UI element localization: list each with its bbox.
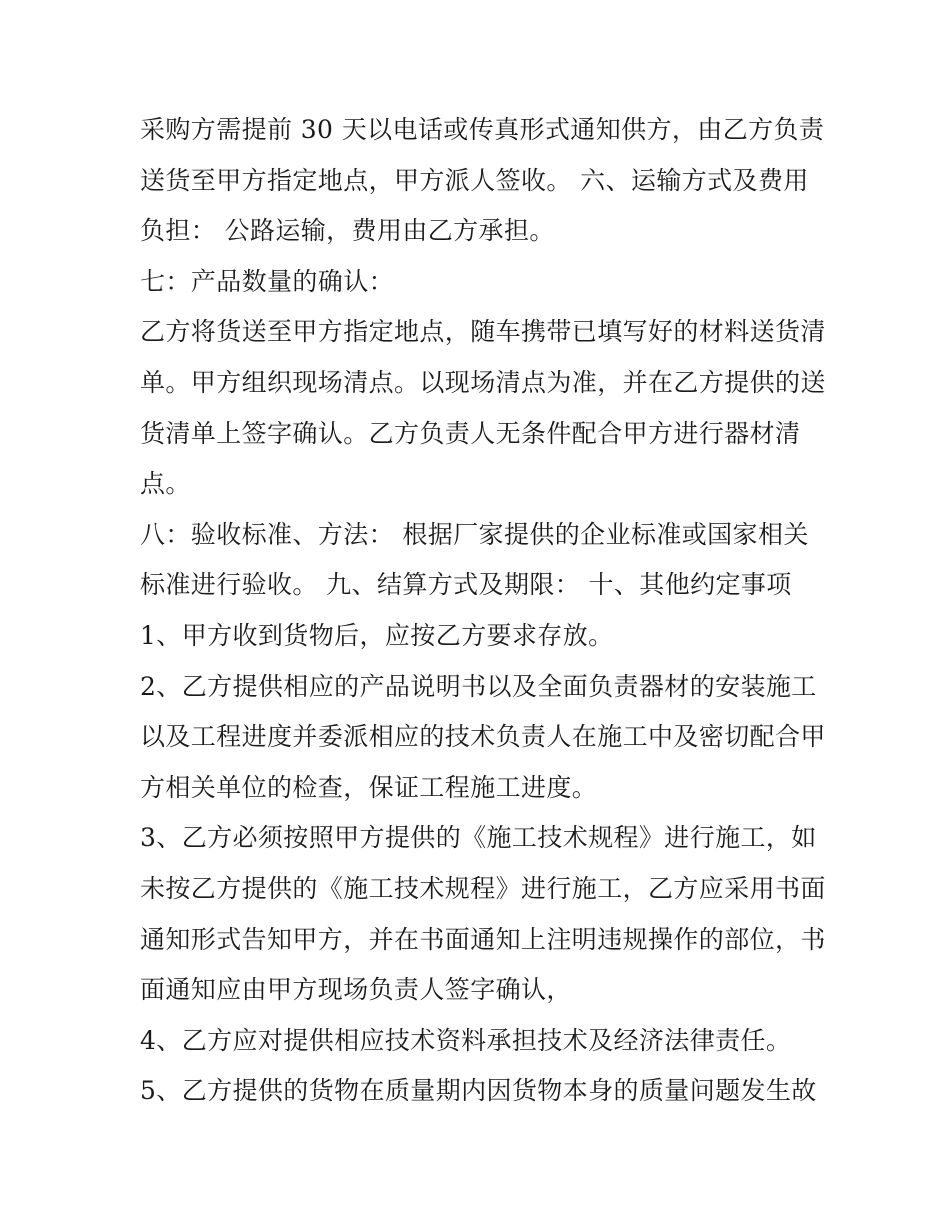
text-line: 方相关单位的检查，保证工程施工进度。	[140, 772, 598, 802]
text-line: 通知形式告知甲方，并在书面通知上注明违规操作的部位，书	[140, 924, 826, 954]
text-line: 负担： 公路运输，费用由乙方承担。	[140, 216, 555, 246]
text-line: 未按乙方提供的《施工技术规程》进行施工，乙方应采用书面	[140, 873, 826, 903]
text-line: 单。甲方组织现场清点。以现场清点为准，并在乙方提供的送	[140, 367, 826, 397]
text-line: 点。	[140, 469, 191, 499]
text-line: 货清单上签字确认。乙方负责人无条件配合甲方进行器材清	[140, 418, 801, 448]
list-item: 3、乙方必须按照甲方提供的《施工技术规程》进行施工，如	[140, 823, 817, 853]
text-line: 标准进行验收。 九、结算方式及期限： 十、其他约定事项	[140, 570, 792, 600]
text-line: 采购方需提前 30 天以电话或传真形式通知供方，由乙方负责	[140, 115, 825, 144]
section-heading: 七：产品数量的确认：	[140, 266, 395, 296]
text-line: 八：验收标准、方法： 根据厂家提供的企业标准或国家相关	[140, 519, 809, 549]
document-page	[140, 105, 826, 1117]
text-line: 面通知应由甲方现场负责人签字确认，	[140, 975, 572, 1005]
list-item: 1、甲方收到货物后，应按乙方要求存放。	[140, 620, 614, 650]
list-item: 5、乙方提供的货物在质量期内因货物本身的质量问题发生故	[140, 1076, 817, 1106]
list-item: 2、乙方提供相应的产品说明书以及全面负责器材的安装施工	[140, 671, 817, 701]
text-line: 乙方将货送至甲方指定地点，随车携带已填写好的材料送货清	[140, 317, 826, 347]
list-item: 4、乙方应对提供相应技术资料承担技术及经济法律责任。	[140, 1025, 792, 1055]
text-line: 以及工程进度并委派相应的技术负责人在施工中及密切配合甲	[140, 722, 826, 752]
text-line: 送货至甲方指定地点，甲方派人签收。 六、运输方式及费用	[140, 165, 809, 195]
